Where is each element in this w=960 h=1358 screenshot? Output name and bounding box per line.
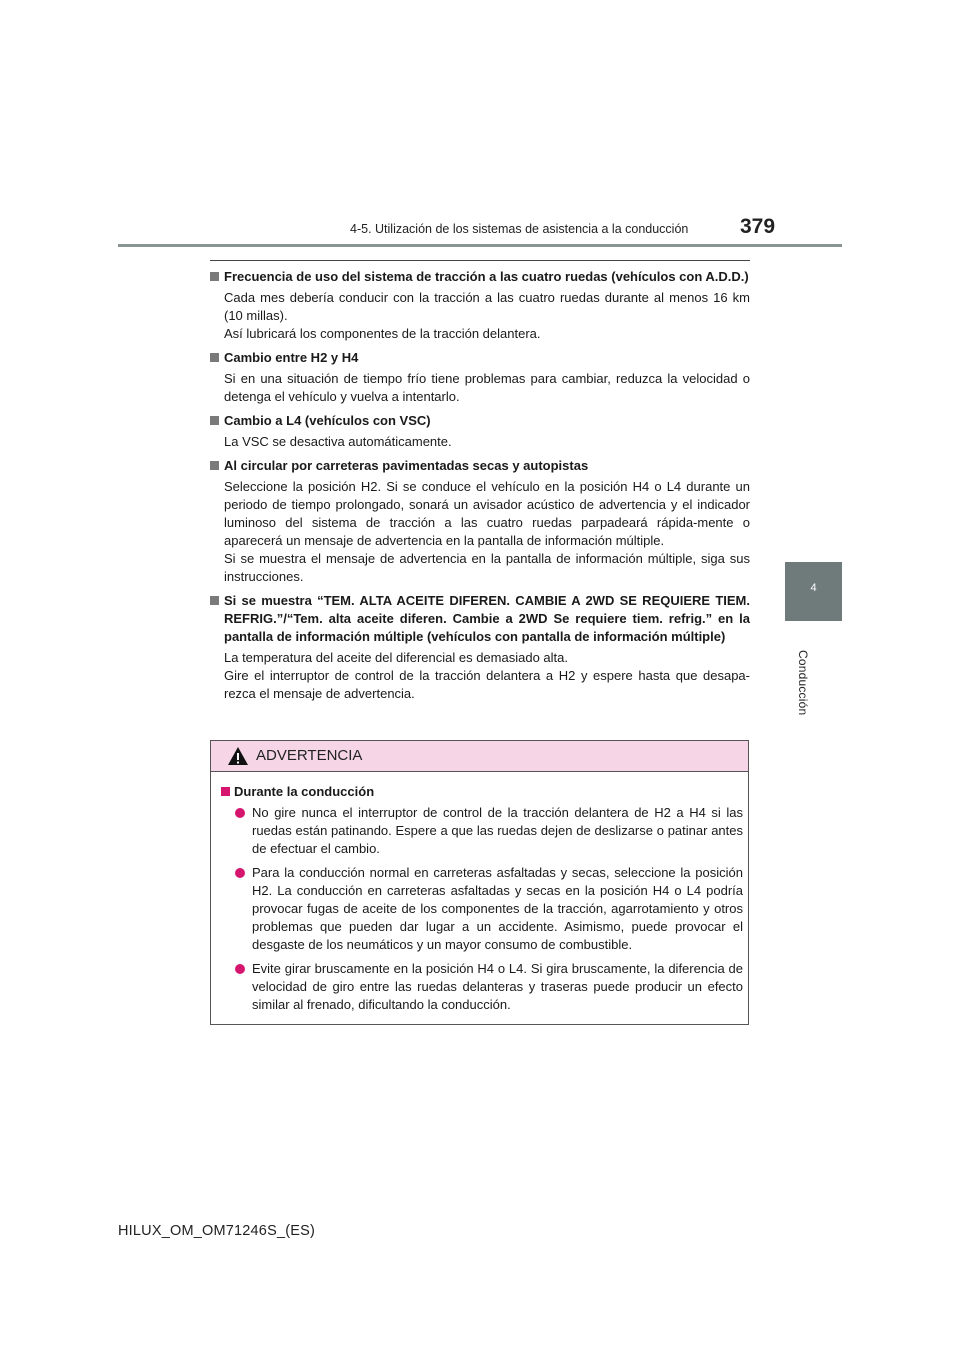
item-title: Si se muestra “TEM. ALTA ACEITE DIFEREN. CAMBIE A 2WD SE REQUIERE TIEM. REFRIG.”/“Tem. alta aceite diferen. Cambie a 2WD Se requiere tiem. refrig.” en la pantalla de información múltiple (vehículos con pantalla de información múltiple) [210,592,750,646]
item-paragraph: Cada mes debería conducir con la tracción a las cuatro ruedas durante al menos 16 km (10 millas). [224,290,750,323]
item-shift-l4 [210,412,750,451]
warning-title: ADVERTENCIA [256,747,363,764]
square-bullet-icon [221,787,230,796]
warning-subtitle: Durante la conducción [221,783,743,801]
warning-bullet: Para la conducción normal en carreteras asfaltadas y secas, seleccione la posición H2. La conducción en carreteras asfaltadas y secas en la posición H4 o L4 podría provocar fugas de aceite de los componentes de la tracción, agarrotamiento y otros problemas que pueden dar lugar a un accidente. Asimismo, puede provocar el desgaste de los neumáticos y un mayor consumo de combustible. [221,864,743,954]
item-body [210,289,750,343]
item-dry-roads [210,457,750,586]
content [210,268,750,709]
item-body [210,478,750,586]
item-title: Cambio entre H2 y H4 [210,349,750,367]
item-title: Cambio a L4 (vehículos con VSC) [210,412,750,430]
square-bullet-icon [210,353,219,362]
chapter-tab-label: Conducción [796,650,810,716]
chapter-tab-number: 4 [810,582,817,594]
item-oil-temp-message [210,592,750,703]
item-body [210,649,750,703]
item-paragraph: La temperatura del aceite del diferencial es demasiado alta. [224,650,568,665]
square-bullet-icon [210,461,219,470]
warning-box [210,740,749,1025]
warning-header [211,741,748,772]
item-paragraph: Si en una situación de tiempo frío tiene problemas para cambiar, reduzca la velocidad o detenga el vehículo y vuelva a intentarlo. [224,371,750,404]
square-bullet-icon [210,272,219,281]
chapter-tab [785,562,842,621]
footer-document-code: HILUX_OM_OM71246S_(ES) [118,1223,316,1239]
item-shift-h2-h4 [210,349,750,406]
item-title: Frecuencia de uso del sistema de tracción a las cuatro ruedas (vehículos con A.D.D.) [210,268,750,286]
warning-bullet: No gire nunca el interruptor de control de la tracción delantera de H2 a H4 si las ruedas están patinando. Espere a que las ruedas dejen de deslizarse o patinar antes de efectuar el cambio. [221,804,743,858]
item-frequency [210,268,750,343]
page-number: 379 [740,215,776,238]
item-body [210,433,750,451]
warning-triangle-icon [227,746,249,766]
warning-bullet: Evite girar bruscamente en la posición H4 o L4. Si gira bruscamente, la diferencia de velocidad de giro entre las ruedas delanteras y traseras puede producir un efecto similar al frenado, dificultando la conducción. [221,960,743,1014]
square-bullet-icon [210,596,219,605]
item-paragraph: Gire el interruptor de control de la tracción delantera a H2 y espere hasta que desapa-rezca el mensaje de advertencia. [224,668,750,701]
item-body [210,370,750,406]
item-paragraph: Si se muestra el mensaje de advertencia en la pantalla de información múltiple, siga sus instrucciones. [224,551,750,584]
content-top-divider [210,260,750,261]
item-paragraph: Así lubricará los componentes de la tracción delantera. [224,326,541,341]
circle-bullet-icon [235,868,245,878]
item-paragraph: La VSC se desactiva automáticamente. [224,434,452,449]
circle-bullet-icon [235,964,245,974]
header-divider [118,244,842,247]
item-title: Al circular por carreteras pavimentadas secas y autopistas [210,457,750,475]
warning-content [221,783,743,1020]
header-section-title: 4-5. Utilización de los sistemas de asistencia a la conducción [350,222,689,236]
square-bullet-icon [210,416,219,425]
circle-bullet-icon [235,808,245,818]
item-paragraph: Seleccione la posición H2. Si se conduce el vehículo en la posición H4 o L4 durante un periodo de tiempo prolongado, sonará un avisador acústico de advertencia y el indicador luminoso del sistema de tracción a las cuatro ruedas parpadeará rápida-mente o aparecerá un mensaje de advertencia en la pantalla de información múltiple. [224,479,750,548]
